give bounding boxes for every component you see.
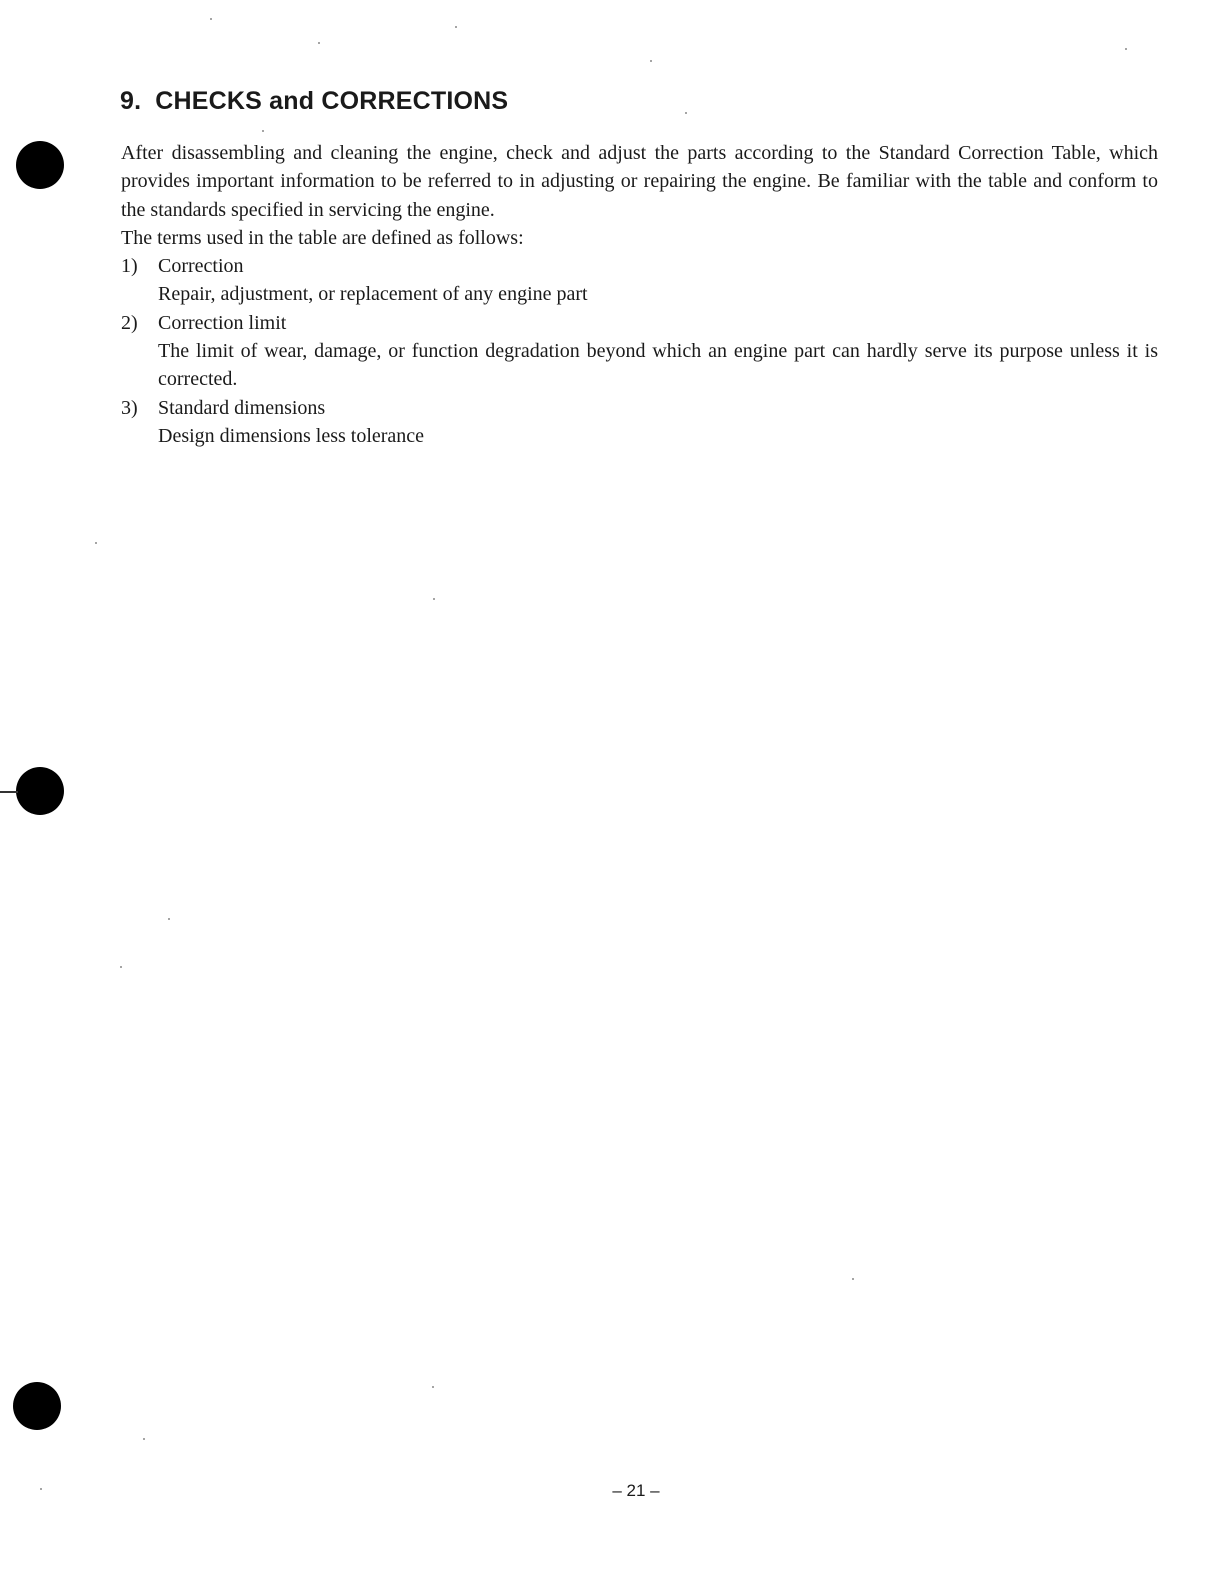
definition-number: 2) [121, 311, 138, 334]
definition-description: The limit of wear, damage, or function degradation beyond which an engine part can hardly serve its purpose unless it is corrected. [158, 340, 1158, 391]
definition-term: Correction limit [158, 311, 287, 334]
section-number: 9. [120, 87, 142, 115]
intro-paragraph: After disassembling and cleaning the engine, check and adjust the parts according to the Standard Correction Table, which provides important information to be referred to in adjusting or repairing the engine. Be familiar with the table and conform to the standards specified in servicing the engine. [121, 142, 1158, 221]
binder-hole-top [16, 141, 64, 189]
definition-list [121, 252, 1158, 450]
scan-speck [685, 112, 687, 114]
definition-body [158, 252, 1158, 309]
binder-hole-bottom [13, 1382, 61, 1430]
definition-item [121, 309, 1158, 394]
definition-number: 1) [121, 255, 138, 278]
definition-description: Repair, adjustment, or replacement of any engine part [158, 283, 588, 306]
scan-speck [168, 918, 170, 920]
scan-speck [455, 26, 457, 28]
scan-speck [143, 1438, 145, 1440]
scan-speck [432, 1386, 434, 1388]
terms-intro: The terms used in the table are defined as follows: [121, 226, 524, 249]
scan-speck [650, 60, 652, 62]
section-heading [120, 84, 508, 118]
definition-number: 3) [121, 396, 138, 419]
scan-speck [262, 130, 264, 132]
section-body [121, 139, 1158, 450]
scan-speck [1125, 48, 1127, 50]
definition-description: Design dimensions less tolerance [158, 424, 425, 447]
definition-item [121, 252, 1158, 309]
scan-speck [40, 1488, 42, 1490]
scan-speck [210, 18, 212, 20]
definition-body [158, 309, 1158, 394]
definition-term: Standard dimensions [158, 396, 326, 419]
definition-item [121, 394, 1158, 451]
margin-tick-mark [0, 791, 18, 793]
scan-speck [852, 1278, 854, 1280]
binder-hole-middle [16, 767, 64, 815]
page-number: – 21 – [612, 1481, 660, 1500]
scan-speck [120, 966, 122, 968]
definition-term: Correction [158, 255, 244, 278]
scan-speck [433, 598, 435, 600]
section-title: CHECKS and CORRECTIONS [155, 87, 509, 115]
scan-speck [95, 542, 97, 544]
definition-body [158, 394, 1158, 451]
scan-speck [318, 42, 320, 44]
